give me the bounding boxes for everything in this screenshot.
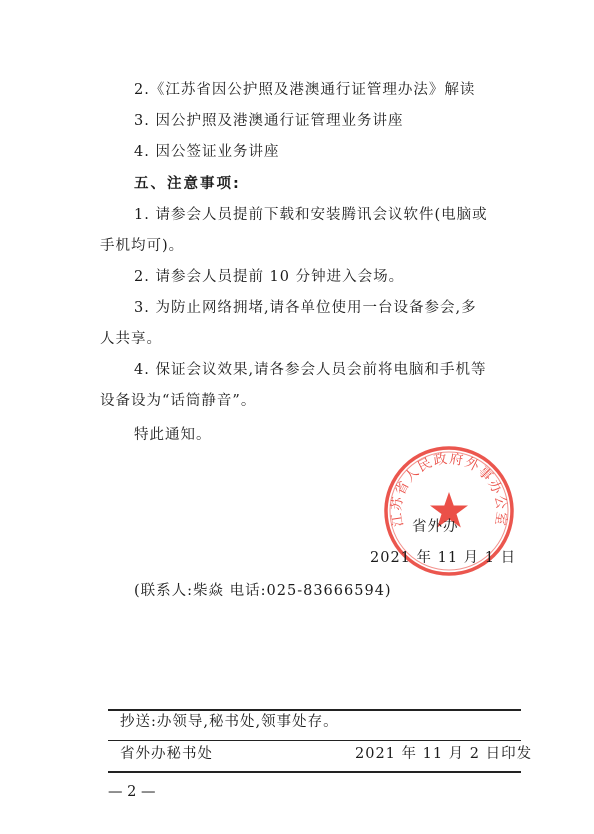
agenda-item-4: 4. 因公签证业务讲座 (134, 144, 280, 160)
note-1-line-2: 手机均可)。 (100, 238, 185, 254)
footer-middle-rule (108, 740, 521, 741)
agenda-item-2: 2.《江苏省因公护照及港澳通行证管理办法》解读 (134, 82, 476, 98)
footer-bottom-rule (108, 771, 521, 773)
footer-top-rule (108, 709, 521, 711)
issuing-office: 省外办秘书处 (120, 746, 213, 762)
note-4-line-1: 4. 保证会议效果,请各参会人员会前将电脑和手机等 (134, 362, 487, 378)
cc-list: 抄送:办领导,秘书处,领事处存。 (120, 714, 339, 730)
contact-info: (联系人:柴焱 电话:025-83666594) (134, 583, 392, 599)
note-3-line-2: 人共享。 (100, 331, 162, 347)
signing-organization: 省外办 (412, 519, 459, 535)
issue-date: 2021 年 11 月 2 日印发 (355, 746, 533, 762)
note-3-line-1: 3. 为防止网络拥堵,请各单位使用一台设备参会,多 (134, 300, 477, 316)
note-2: 2. 请参会人员提前 10 分钟进入会场。 (134, 269, 405, 285)
page-number: — 2 — (108, 784, 156, 800)
section-5-heading: 五、注意事项: (134, 176, 241, 192)
signing-date: 2021 年 11 月 1 日 (370, 550, 517, 566)
seal-text: 江苏省人民政府外事办公室 (388, 450, 510, 528)
agenda-item-3: 3. 因公护照及港澳通行证管理业务讲座 (134, 113, 404, 129)
closing-remark: 特此通知。 (134, 427, 212, 443)
note-4-line-2: 设备设为“话筒静音”。 (100, 393, 257, 409)
note-1-line-1: 1. 请参会人员提前下载和安装腾讯会议软件(电脑或 (134, 207, 488, 223)
